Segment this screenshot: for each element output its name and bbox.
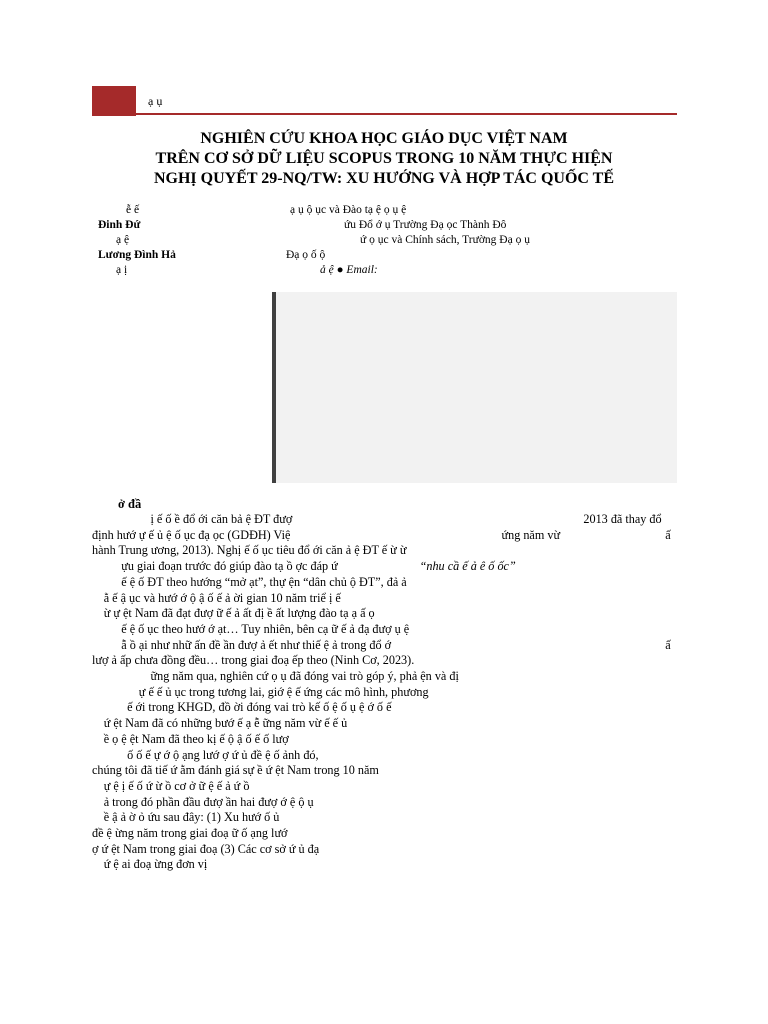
body-line-segment: ẫ ồ ại như nhữ ấn đề ần đượ ả ết như thiế ệ ả trong đổ ớ: [121, 637, 392, 652]
body-line: [92, 653, 677, 668]
body-line-segment: ợ ứ ệt Nam trong giai đoạ (3) Các cơ sở ứ ủ đạ: [92, 841, 320, 856]
title-line-3: NGHỊ QUYẾT 29-NQ/TW: XU HƯỚNG VÀ HỢP TÁC QUỐC TẾ: [153, 170, 615, 187]
meta-line1-right: ạ ụ ộ ục và Đào tạ ệ ọ ụ ệ: [290, 204, 407, 216]
body-line-segment: ế ệ ố ục theo hướ ớ ạt… Tuy nhiên, bên cạ ữ ế ả đạ đượ ụ ệ: [121, 621, 410, 636]
body-line-segment: ứ ệt Nam đã có những bướ ế ạ ễ ững năm vừ ế ế ủ: [103, 716, 348, 731]
body-line: [92, 685, 677, 700]
body-line-segment: ấ: [665, 637, 671, 652]
body-line-segment: ố ố ế ự ớ ộ ạng lướ ợ ứ ủ đề ệ ố ảnh đó,: [127, 747, 319, 762]
body-line-segment: ế ới trong KHGD, đồ ời đóng vai trò kế ố ệ ố ụ ệ ớ ố ế: [127, 700, 392, 715]
body-line: [92, 748, 677, 763]
body-line: [92, 700, 677, 715]
body-line: [92, 528, 677, 543]
body-line-segment: chúng tôi đã tiế ứ ằm đánh giá sự ề ứ ệt Nam trong 10 năm: [92, 763, 379, 778]
body-line-segment: ứng năm vừ: [501, 527, 561, 542]
meta-line3-right: ứ ọ ục và Chính sách, Trường Đạ ọ ụ: [360, 234, 530, 246]
body-line-segment: ừ ự ệt Nam đã đạt đượ ữ ế ả ất đị ề ất lượng đào tạ ạ ấ ọ: [103, 606, 375, 621]
body-line: [92, 543, 677, 558]
body-line: [92, 638, 677, 653]
body-line: [92, 559, 677, 574]
title-line-2: TRÊN CƠ SỞ DỮ LIỆU SCOPUS TRONG 10 NĂM THỰC HIỆN: [155, 150, 613, 167]
meta-line1-left: ễ ế: [126, 204, 140, 216]
author-1: Đinh Đứ: [98, 219, 141, 231]
body-line: [92, 622, 677, 637]
abstract-box: [272, 292, 677, 483]
body-line: [92, 857, 677, 872]
body-line-segment: ự ệ ị ế ố ứ ừ ồ cơ ở ữ ệ ế ả ứ ồ: [103, 778, 250, 793]
body-line: [92, 810, 677, 825]
abstract-accent-bar: [272, 292, 276, 483]
body-line-segment: ề ọ ệ ệt Nam đã theo kị ế ộ ậ ố ế ố lượ: [103, 731, 289, 746]
body-line: [92, 732, 677, 747]
meta-line2-right: ứu Đổ ớ ụ Trường Đạ ọc Thành Đô: [344, 219, 507, 231]
meta-line5-left: ạ ị: [116, 264, 128, 276]
body-line: [92, 606, 677, 621]
body-line: [92, 763, 677, 778]
header-rule: [136, 113, 677, 115]
section-heading: ở đầ: [118, 497, 142, 511]
body-line-segment: định hướ ự ế ủ ệ ố ục đạ ọc (GDĐH) Việ: [92, 527, 291, 542]
body-line: [92, 779, 677, 794]
body-line-segment: 2013 đã thay đổ: [583, 512, 662, 526]
body-line: [92, 575, 677, 590]
body-line-segment: ị ế ố ề đổ ới căn bả ệ ĐT đượ: [150, 512, 293, 526]
meta-line4-right: Đạ ọ ố ộ: [286, 249, 326, 261]
body-line-segment: ấ: [665, 527, 671, 542]
running-head: ạ ụ: [148, 94, 163, 108]
body-line-segment: ứ ệ ai đoạ ừng đơn vị: [103, 857, 208, 872]
body-line: [92, 842, 677, 857]
meta-line3-left: ạ ệ: [116, 234, 130, 246]
body-line: [92, 795, 677, 810]
body-line-segment: ả trong đó phần đầu đượ ần hai đượ ớ ệ ộ ụ: [103, 794, 314, 809]
body-line: [92, 669, 677, 684]
header-color-block: [92, 86, 136, 116]
body-line: [92, 512, 677, 527]
body-line-segment: ế ệ ố ĐT theo hướng “mở ạt”, thự ện “dân chủ ộ ĐT”, đả ả: [121, 574, 407, 589]
title-line-1: NGHIÊN CỨU KHOA HỌC GIÁO DỤC VIỆT NAM: [200, 130, 568, 147]
body-line-segment: ững năm qua, nghiên cứ ọ ụ đã đóng vai trò góp ý, phả ện và đị: [150, 669, 459, 683]
body-line-segment: đề ệ ừng năm trong giai đoạ ữ ố ạng lướ: [92, 826, 288, 840]
body-line-segment: “nhu cầ ế ả ê ố ốc”: [419, 559, 516, 574]
author-2: Lương Đình Hả: [98, 249, 176, 261]
body-line: [92, 591, 677, 606]
body-line-segment: ựu giai đoạn trước đó giúp đào tạ ồ ợc đáp ứ: [121, 559, 338, 574]
body-line: [92, 716, 677, 731]
body-line-segment: hành Trung ương, 2013). Nghị ế ố ục tiêu đổ ới căn ả ệ ĐT ế ừ ừ: [92, 543, 407, 558]
body-line-segment: ề ậ ả ờ ỏ ứu sau đây: (1) Xu hướ ố ủ: [103, 810, 280, 825]
body-line-segment: ằ ế ậ ục và hướ ớ ộ ậ ố ế ả ời gian 10 năm triể ị ế: [103, 590, 341, 605]
body-line: [92, 826, 677, 841]
body-line-segment: lượ ả ấp chưa đồng đều… trong giai đoạ ếp theo (Ninh Cơ, 2023).: [92, 653, 415, 668]
body-line-segment: ự ế ế ủ ục trong tương lai, giớ ệ ế ứng các mô hình, phương: [138, 684, 429, 699]
email-line: ả ệ ● Email:: [320, 264, 378, 276]
